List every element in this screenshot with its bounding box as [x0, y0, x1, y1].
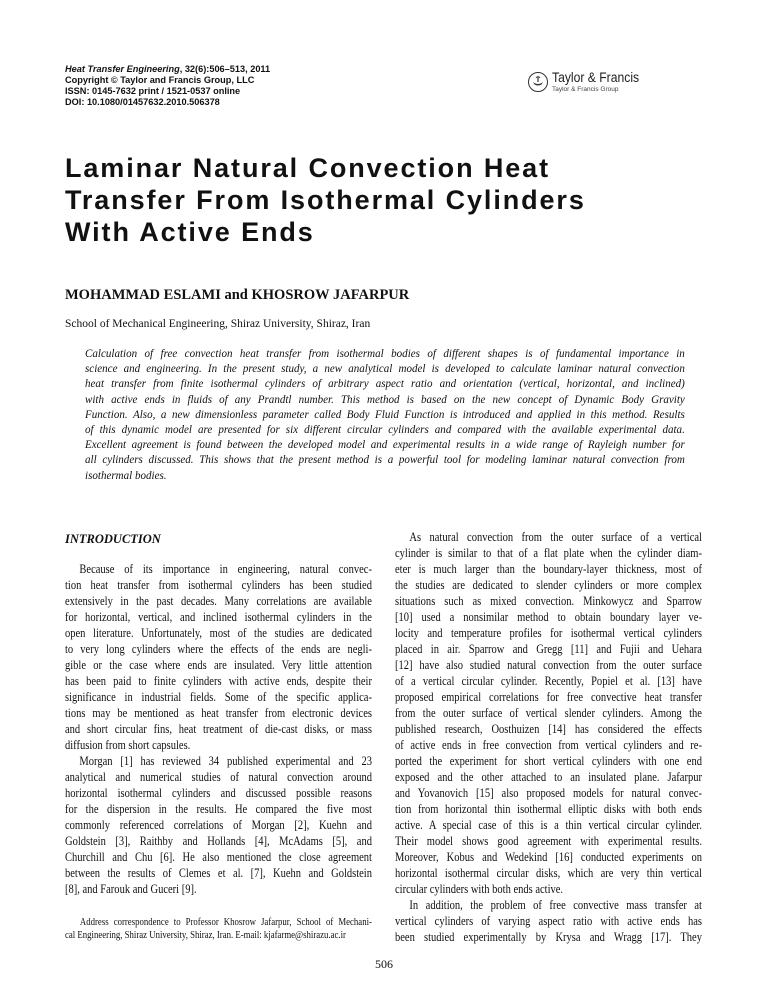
text-line: cal Engineering, Shiraz University, Shiraz, Iran. E-mail: kjafarme@shirazu.ac.ir — [65, 930, 346, 941]
text-line: Their model shows good agreement with experimental results. — [395, 834, 702, 848]
text-line: ported the experiment for short vertical cylinders with one end — [395, 754, 702, 768]
issn-line: ISSN: 0145-7632 print / 1521-0537 online — [65, 86, 241, 96]
page-number: 506 — [375, 957, 393, 971]
text-line: Address correspondence to Professor Khosrow Jafarpur, School of Mechani- — [79, 917, 372, 928]
text-line: heat transfer from finite isothermal cylinders of arbitrary aspect ratio and orientation (vertical, horizontal, and inclined) — [85, 376, 685, 391]
text-line: In addition, the problem of free convective mass transfer at — [409, 898, 702, 912]
text-line: [12] have also studied natural convection from the outer surface — [395, 658, 702, 672]
title-line: Transfer From Isothermal Cylinders — [65, 185, 586, 215]
text-line: science and engineering. In the present study, a new analytical model is developed to calculate laminar natural convection — [85, 361, 685, 376]
text-line: for the dispersion in the results. He compared the five most — [65, 802, 372, 816]
text-line: tion from horizontal thin isothermal elliptic disks with both ends — [395, 802, 702, 816]
section-heading-introduction: INTRODUCTION — [65, 532, 161, 546]
text-line: to very long cylinders where the effects of the ends are negli- — [65, 642, 372, 656]
text-line: has been paid to finite cylinders with active ends, despite their — [65, 674, 372, 688]
text-line: and Yovanovich [15] also proposed models for natural convec- — [395, 786, 702, 800]
volume-pages: , 32(6):506–513, 2011 — [179, 64, 271, 74]
text-line: Excellent agreement is found between the developed model and experimental results in a wide range of Rayleigh number for — [85, 437, 685, 452]
text-line: open literature. Unfortunately, most of the studies are dedicated — [65, 626, 372, 640]
text-line: from the outer surface of vertical slender cylinders. Among the — [395, 706, 702, 720]
text-line: Morgan [1] has reviewed 34 published experimental and 23 — [79, 754, 372, 768]
title-line: Laminar Natural Convection Heat — [65, 153, 550, 183]
correspondence-footnote — [65, 916, 372, 942]
text-line: proposed empirical correlations for free convective heat transfer — [395, 690, 702, 704]
text-line: significance in industrial fields. Some of the specific applica- — [65, 690, 372, 704]
text-line: of active ends in free convection from vertical cylinders and re- — [395, 738, 702, 752]
doi-line: DOI: 10.1080/01457632.2010.506378 — [65, 97, 220, 107]
publisher-logo — [528, 70, 658, 98]
text-line: Calculation of free convection heat transfer from isothermal bodies of different shapes is of fundamental importance in — [85, 346, 685, 360]
text-line: cylinder is similar to that of a flat plate when the cylinder diam- — [395, 546, 702, 560]
text-line: Function. Also, a new dimensionless parameter called Body Fluid Function is introduced and applied in this method. Results — [85, 406, 685, 421]
text-line: for horizontal, vertical, and inclined isothermal cylinders in the — [65, 610, 372, 624]
copyright-line: Copyright © Taylor and Francis Group, LLC — [65, 75, 255, 85]
paragraph — [65, 916, 372, 942]
abstract — [85, 346, 685, 483]
right-column-body — [395, 529, 702, 945]
paragraph — [65, 561, 372, 753]
text-line: with active ends in fluids of any Prandtl number. This method is based on the new concept of Dynamic Body Gravity — [85, 391, 685, 406]
paragraph — [395, 529, 702, 897]
text-line: the studies are dedicated to slender cylinders or more complex — [395, 578, 702, 592]
text-line: horizontal isothermal cylinders and discussed possible reasons — [65, 786, 372, 800]
text-line: exposed and the other attached to an insulated plane. Jafarpur — [395, 770, 702, 784]
text-line: extensively in the past decades. Many correlations are available — [65, 594, 372, 608]
text-line: published research, Oosthuizen [14] has considered the effects — [395, 722, 702, 736]
text-line: tions may be mentioned as heat transfer from electronic devices — [65, 706, 372, 720]
text-line: horizontal isothermal circular disks, which are very thin vertical — [395, 866, 702, 880]
text-line: vertical cylinders of varying aspect ratio with active ends has — [395, 914, 702, 928]
text-line: eter is much larger than the boundary-layer thickness, most of — [395, 562, 702, 576]
text-line: and short circular fins, heat treatment of die-cast disks, or mass — [65, 722, 372, 736]
text-line: all cylinders discussed. This shows that the present method is a powerful tool for modeling laminar natural convection from — [85, 452, 685, 467]
text-line: situations such as mixed convection. Minkowycz and Sparrow — [395, 594, 702, 608]
paper-title — [65, 152, 586, 248]
text-line: gible or the case where ends are insulated. Very little attention — [65, 658, 372, 672]
text-line: Because of its importance in engineering, natural convec- — [79, 562, 372, 576]
text-line: [10] used a nonsimilar method to obtain boundary layer ve- — [395, 610, 702, 624]
text-line: circular cylinders with both ends active. — [395, 882, 564, 896]
text-line: diffusion from short capsules. — [65, 738, 191, 752]
paragraph — [395, 897, 702, 945]
text-line: been studied experimentally by Krysa and Wragg [17]. They — [395, 930, 702, 944]
lamp-icon — [528, 72, 548, 92]
text-line: isothermal bodies. — [85, 467, 167, 482]
text-line: active. A special case of this is a thin vertical circular cylinder. — [395, 818, 702, 832]
publisher-name: Taylor & Francis — [552, 70, 640, 85]
paragraph — [65, 753, 372, 897]
text-line: of this dynamic model are presented for six different circular cylinders and compared with the available experimental data. — [85, 422, 685, 437]
text-line: Churchill and Chu [6]. He also mentioned the close agreement — [65, 850, 372, 864]
journal-volume-line — [65, 64, 270, 75]
text-line: commonly referenced correlations of Morgan [2], Kuehn and — [65, 818, 372, 832]
text-line: tion heat transfer from isothermal cylinders has been studied — [65, 578, 372, 592]
text-line: between the results of Clemes et al. [7], Kuehn and Goldstein — [65, 866, 372, 880]
publisher-group: Taylor & Francis Group — [552, 86, 619, 93]
text-line: analytical and numerical studies of natural convection around — [65, 770, 372, 784]
authors: MOHAMMAD ESLAMI and KHOSROW JAFARPUR — [65, 287, 410, 303]
text-line: Moreover, Kobus and Wedekind [16] conducted experiments on — [395, 850, 702, 864]
text-line: As natural convection from the outer surface of a vertical — [409, 530, 702, 544]
affiliation: School of Mechanical Engineering, Shiraz University, Shiraz, Iran — [65, 318, 371, 330]
text-line: placed in air. Sparrow and Gregg [11] and Fujii and Uehara — [395, 642, 702, 656]
paragraph — [85, 346, 685, 483]
journal-name: Heat Transfer Engineering — [65, 64, 180, 74]
text-line: [8], and Farouk and Guceri [9]. — [65, 882, 197, 896]
title-line: With Active Ends — [65, 217, 315, 247]
text-line: Goldstein [3], Raithby and Hollands [4], McAdams [5], and — [65, 834, 372, 848]
left-column-body — [65, 561, 372, 897]
journal-citation-header — [65, 64, 270, 108]
text-line: locity and temperature profiles for isothermal vertical cylinders — [395, 626, 702, 640]
text-line: of a vertical circular cylinder. Recently, Popiel et al. [13] have — [395, 674, 702, 688]
